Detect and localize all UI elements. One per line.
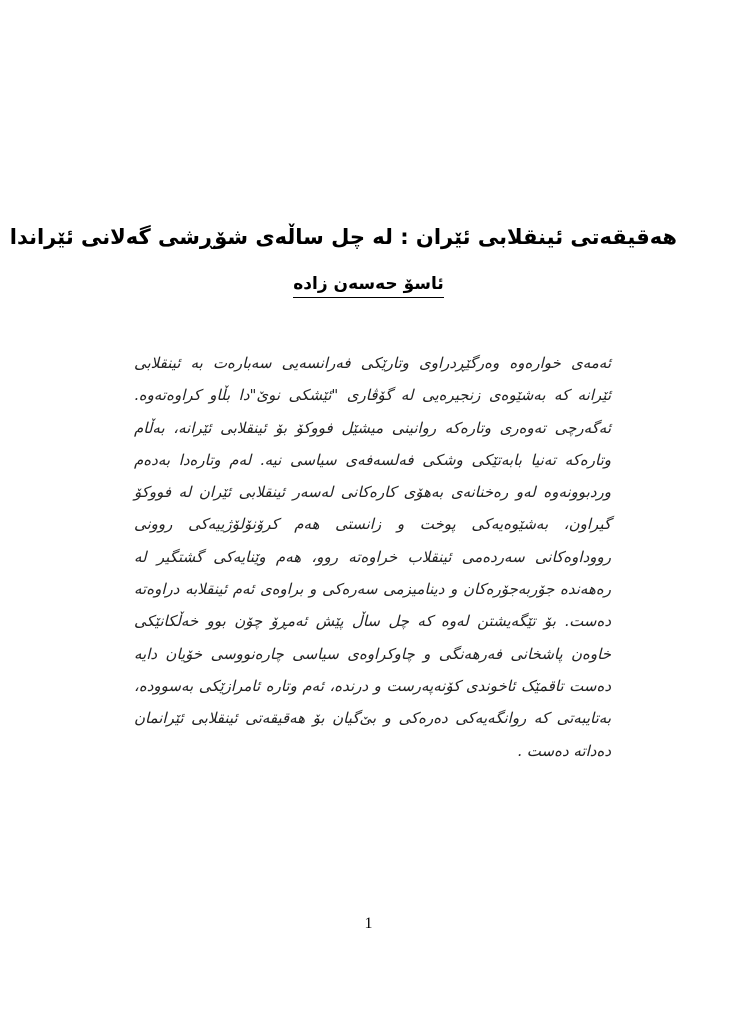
body-paragraph: ئەمەی خوارەوە وەرگێڕدراوی وتارێکی فەرانسەیی سەبارەت بە ئینقلابی ئێرانە کە بەشێوەی زنجیرەیی لە گۆڤاری "ئێشکی نوێ"دا بڵاو کراوەتەوە. ئەگەرچی تەوەری وتارەکە روانینی میشێل فووکۆ بۆ ئینقلابی ئێرانە، بەڵام وتارەکە تەنیا بابەتێکی وشکی فەلسەفەی سیاسی نیە. لەم وتارەدا بەدەم وردبوونەوە لەو رەخنانەی بەهۆی کارەکانی لەسەر ئینقلابی ئێران لە فووکۆ گیراون، بەشێوەیەکی پوخت و زانستی هەم کرۆنۆلۆژییەکی روونی رووداوەکانی سەردەمی ئینقلاب خراوەتە روو، هەم وێنایەکی گشتگیر لە رەهەندە جۆربەجۆرەکان و دینامیزمی سەرەکی و براوەی ئەم ئینقلابە دراوەتە دەست. بۆ تێگەیشتن لەوە کە چل ساڵ پێش ئەمڕۆ چۆن بوو خەڵکانێکی خاوەن پاشخانی فەرهەنگی و چاوکراوەی سیاسی چارەنووسی خۆیان دایە دەست تاقمێک ئاخوندی کۆنەپەرست و درندە، ئەم وتارە ئامرازێکی بەسوودە، بەتایبەتی کە روانگەیەکی دەرەکی و بێ‌گیان بۆ هەقیقەتی ئینقلابی ئێرانمان دەداتە دەست .: [134, 354, 611, 760]
author-line: [0, 272, 737, 298]
author-name: ئاسۆ حەسەن زادە: [293, 272, 443, 298]
page-number: 1: [364, 915, 373, 932]
document-title: هەقیقەتی ئینقلابی ئێران : لە چل ساڵەی شۆڕشی گەلانی ئێراندا: [9, 225, 677, 249]
